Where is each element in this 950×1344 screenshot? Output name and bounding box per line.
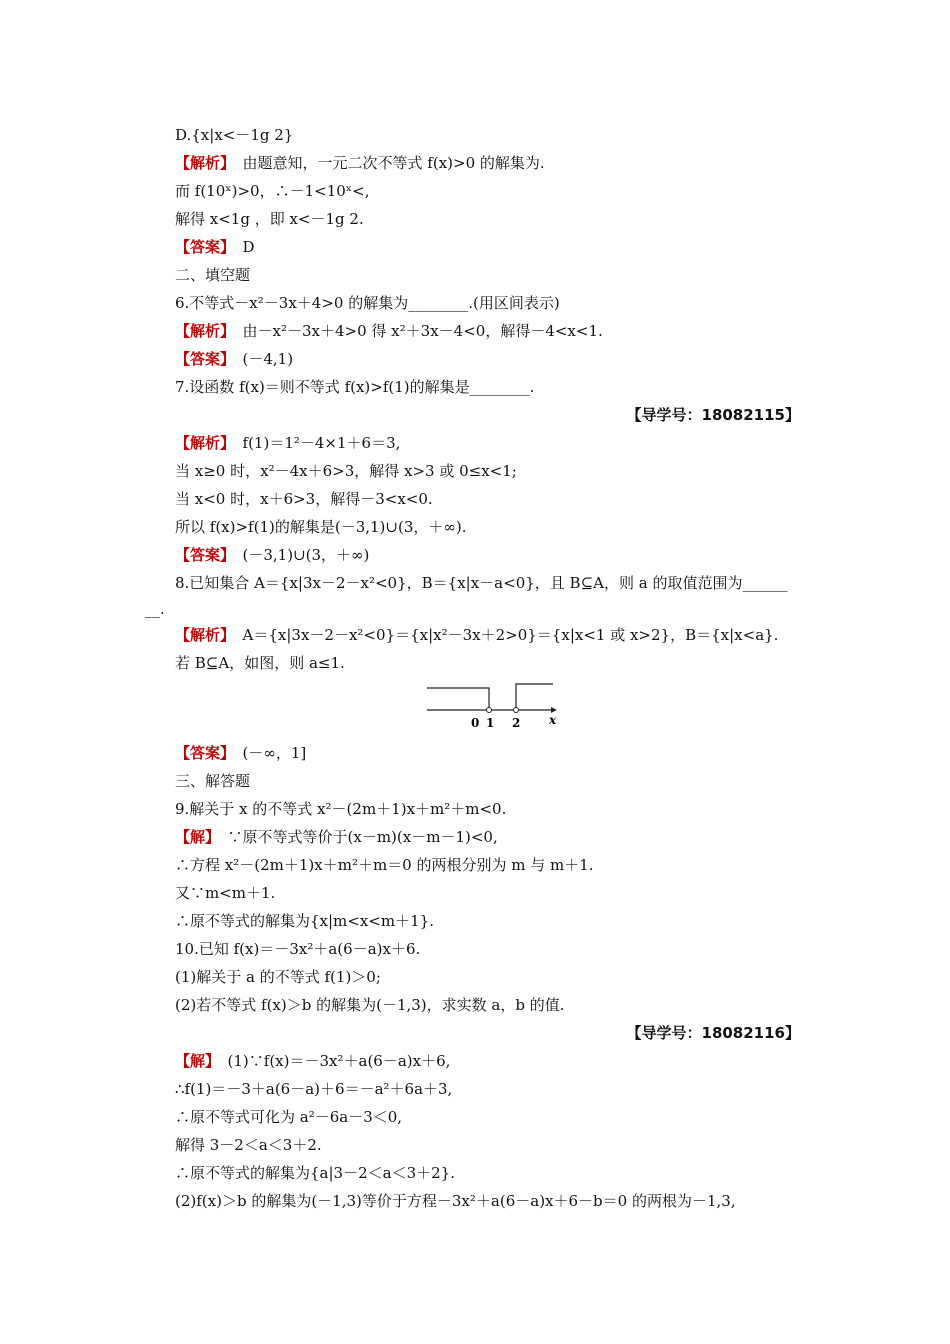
text-line [175,237,255,257]
text-line [175,209,364,229]
line-text: (1)∵f(x)＝－3x²＋a(6－a)x＋6, [212,1052,451,1070]
line-text: ∴f(1)＝－3＋a(6－a)＋6＝－a²＋6a＋3, [175,1080,453,1098]
section-tag: 【解析】 [175,154,228,172]
text-line [175,939,420,959]
text-line [175,293,560,313]
text-line [175,967,381,987]
section-tag: 【解析】 [175,434,228,452]
text-line [175,995,565,1015]
text-line [175,489,433,509]
text-line [175,1191,736,1211]
section-tag: 【答案】 [175,546,228,564]
line-text: 7.设函数 f(x)＝则不等式 f(x)>f(1)的解集是________. [175,378,535,396]
text-line [175,911,434,931]
line-text: (2)若不等式 f(x)＞b 的解集为(－1,3)，求实数 a，b 的值. [175,996,565,1014]
line-text: 解得 x<1g ，即 x<－1g 2. [175,210,364,228]
text-line [175,125,293,145]
text-line [175,1079,452,1099]
tick-label-2: 2 [512,716,521,730]
section-tag: 【答案】 [175,350,228,368]
line-text: 6.不等式－x²－3x＋4>0 的解集为________.(用区间表示) [175,294,560,312]
text-line [175,743,306,763]
line-text: (2)f(x)＞b 的解集为(－1,3)等价于方程－3x²＋a(6－a)x＋6－b＝0 的两根为－1,3, [175,1192,736,1210]
line-text: ∴原不等式的解集为{x|m<x<m＋1}. [175,912,434,930]
text-line [175,321,603,341]
line-text: 解得 3－2＜a＜3＋2. [175,1136,322,1154]
blank-continuation: __. [145,600,165,618]
line-text: ∴原不等式的解集为{a|3－2＜a＜3＋2}. [175,1164,455,1182]
text-line [175,1163,455,1183]
section-tag: 【答案】 [175,744,228,762]
section-tag: 【解析】 [175,626,228,644]
tick-label-0: 0 [471,716,480,730]
line-text: (－3,1)∪(3，＋∞) [227,546,370,564]
line-text: ∴原不等式可化为 a²－6a－3＜0, [175,1108,403,1126]
text-line [175,625,778,645]
line-text: (－4,1) [227,350,294,368]
line-text: 所以 f(x)>f(1)的解集是(－3,1)∪(3，＋∞). [175,518,467,536]
line-text: 8.已知集合 A＝{x|3x－2－x²<0}，B＝{x|x－a<0}，且 B⊆A，则 a 的取值范围为______ [175,574,788,592]
section-tag: 【答案】 [175,238,228,256]
text-line [175,883,275,903]
line-text: ∵原不等式等价于(x－m)(x－m－1)<0, [212,828,498,846]
axis-label-x: x [549,713,557,727]
section-tag: 【解析】 [175,322,228,340]
line-text: D [227,238,255,256]
text-line [175,545,369,565]
line-text: 又∵m<m＋1. [175,884,276,902]
text-line [175,573,787,593]
line-text: (－∞，1] [227,744,307,762]
text-line [175,433,400,453]
text-line [175,265,250,285]
guide-number-10: 【导学号：18082116】 [626,1024,800,1042]
text-line [175,653,345,673]
text-line [175,461,517,481]
guide-number-7: 【导学号：18082115】 [626,406,800,424]
line-text: 当 x<0 时，x＋6>3，解得－3<x<0. [175,490,433,508]
line-text: 由－x²－3x＋4>0 得 x²＋3x－4<0，解得－4<x<1. [227,322,603,340]
line-text: A＝{x|3x－2－x²<0}＝{x|x²－3x＋2>0}＝{x|x<1 或 x>2}，B＝{x|x<a}. [227,626,779,644]
text-line [175,1051,450,1071]
line-text: 而 f(10ˣ)>0，∴－1<10ˣ<, [175,182,370,200]
text-line [175,153,545,173]
text-line [175,1135,322,1155]
line-text: 10.已知 f(x)＝－3x²＋a(6－a)x＋6. [175,940,421,958]
line-text: 当 x≥0 时，x²－4x＋6>3，解得 x>3 或 0≤x<1; [175,462,517,480]
tick-label-1: 1 [486,716,495,730]
line-text: 由题意知，一元二次不等式 f(x)>0 的解集为. [227,154,545,172]
text-line [175,1107,402,1127]
text-line [175,517,467,537]
text-line [175,799,506,819]
line-text: f(1)＝1²－4×1＋6＝3, [227,434,401,452]
line-text: ∴方程 x²－(2m＋1)x＋m²＋m＝0 的两根分别为 m 与 m＋1. [175,856,594,874]
text-line [175,827,498,847]
text-line [175,349,293,369]
number-line-figure [425,680,565,732]
text-line [175,771,250,791]
line-text: (1)解关于 a 的不等式 f(1)＞0; [175,968,381,986]
line-text: 若 B⊆A，如图，则 a≤1. [175,654,345,672]
line-text: 二、填空题 [175,266,251,284]
section-tag: 【解】 [175,1052,213,1070]
line-text: 9.解关于 x 的不等式 x²－(2m＋1)x＋m²＋m<0. [175,800,507,818]
section-tag: 【解】 [175,828,213,846]
text-line [175,855,594,875]
text-line [175,181,369,201]
text-line [175,377,534,397]
line-text: 三、解答题 [175,772,251,790]
line-text: D.{x|x<－1g 2} [175,126,294,144]
